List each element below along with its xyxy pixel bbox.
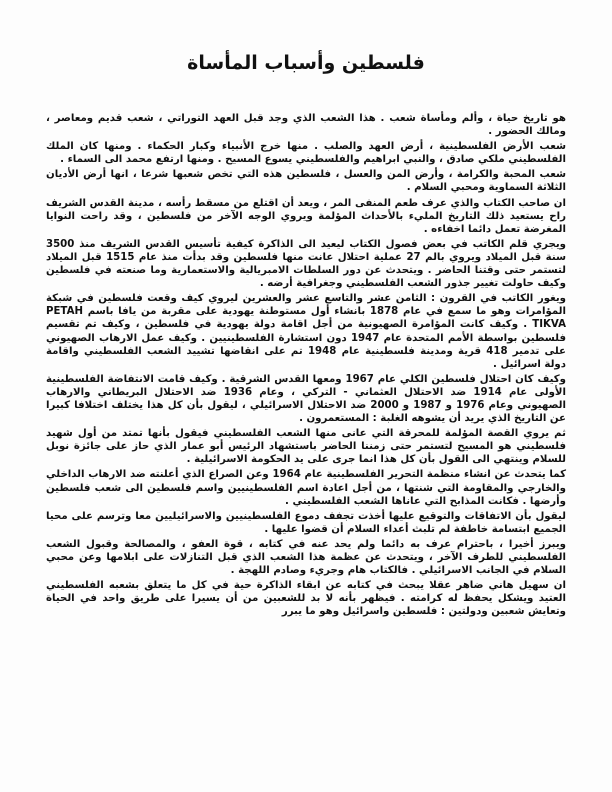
document-body xyxy=(46,112,566,620)
document-title: فلسطين وأسباب المأساة xyxy=(187,52,425,74)
paragraph-6: ويغور الكاتب في القرون : الثامن عشر والتاسع عشر والعشرين ليروي كيف وقعت فلسطين في شبكة المؤامرات وهو ما سمع في عام 1878 بانشاء أول مستوطنة يهودية على مقربة من يافا باسم PETAH TIKVA . وكيف كانت المؤامرة الصهيونية من أجل اقامة دولة يهودية في فلسطين ، وكيف تم تقسيم فلسطين بواسطة الأمم المتحدة عام 1947 دون استشارة الفلسطينيين . وكيف عمل الارهاب الصهيوني على تدمير 418 قرية ومدينة فلسطينية عام 1948 تم على انقاضها تشييد الشعب الفلسطيني واقامة دولة اسرائيل . xyxy=(46,293,567,370)
paragraph-8: ثم يروي القصة المؤلمة للمحرقة التي عانى منها الشعب الفلسطيني فيقول بأنها تمتد من أول شهيد فلسطيني هو المسيح لتستمر حتى زمننا الحاضر باستشهاد الرئيس أبو عمار الذي حاز على جائزة نوبل للسلام وينتهي الى القول بأن كل هذا انما جرى على يد الحكومة الاسرائيلية . xyxy=(46,428,566,466)
paragraph-11: ويبرز أخيرا ، باحترام عرف به دائما ولم يحد عنه في كتابه ، قوة العفو ، والمصالحة وقبول الشعب الفلسطيني للطرف الآخر ، ويتحدث عن عظمة هذا الشعب الذي قبل التنازلات على ابلامها وعن محبي السلام في الجانب الاسرائيلي . فالكتاب هام وجريء وصادم اللهجة . xyxy=(46,538,566,577)
paragraph-9: كما يتحدث عن انشاء منظمة التحرير الفلسطينية عام 1964 وعن الصراع الذي أعلنته ضد الارهاب الداخلي والخارجي والمقاومة التي شنتها ، من أجل اعادة اسم الفلسطينيين واسم فلسطين الى شعب فلسطين وأرضها . فكانت المذابح التي عاناها الشعب الفلسطيني . xyxy=(46,469,567,507)
paragraph-10: ليقول بأن الاتفاقات والتوقيع عليها أخذت تجفف دموع الفلسطينيين والاسرائيليين معا وترسم على محيا الجميع ابتسامة خاطفة لم تلبث أعداء السلام أن قضوا عليها . xyxy=(46,510,566,535)
paragraph-3: شعب المحبة والكرامة ، وأرض المن والعسل ، فلسطين هذه التي تخص شعبها شرعا ، انها أرض الأديان الثلاثة السماوية ومحبي السلام . xyxy=(46,169,566,194)
paragraph-5: ويجري قلم الكاتب في بعض فصول الكتاب ليعيد الى الذاكرة كيفية تأسيس القدس الشريف منذ 3500 سنة قبل الميلاد ويروي بالم 27 عملية احتلال عانت منها فلسطين وقد بدأت منذ عام 1515 قبل الميلاد لتستمر حتى وقتنا الحاضر . ويتحدث عن دور السلطات الامبريالية والاستعمارية وما صنعته في فلسطين وكيف حاولت تغيير جذور الشعب الفلسطيني وجغرافية أرضه . xyxy=(46,238,566,290)
paragraph-12: ان سهيل هاني ضاهر عقلا يبحث في كتابه عن ابقاء الذاكرة حية في كل ما يتعلق بشعبه الفلسطيني العتيد ويشكل يحفظ له كرامته . فيظهر بأنه لا بد للشعبين من أن يسيرا على طريق واحد في الحياة وتعايش شعبين ودولتين : فلسطين واسرائيل وهو ما يبرر xyxy=(46,580,566,618)
paragraph-7: وكيف كان احتلال فلسطين الكلي عام 1967 ومعها القدس الشرقية . وكيف قامت الانتفاضة الفلسطينية الأولى عام 1914 ضد الاحتلال العثماني - التركي ، وعام 1936 ضد الاحتلال البريطاني والارهاب الصهيوني وعام 1976 و 1987 و 2000 ضد الاحتلال الاسرائيلي ، ليقول بأن كل هذا يختلف اختلافا كبيرا عن التاريخ الذي يريد أن يشوهه الغلبة : المستعمرون . xyxy=(46,373,567,425)
paragraph-1: هو تاريخ حياة ، وألم ومأساة شعب . هذا الشعب الذي وجد قبل العهد التوراتي ، شعب قديم ومعاصر ، ومالك الحضور . xyxy=(46,113,566,138)
paragraph-4: ان صاحب الكتاب والذي عرف طعم المنفى المر ، ويعد أن اقتلع من مسقط رأسه ، مدينة القدس الشريف راح يستعيد ذلك التاريخ المليء بالأحداث المؤلمة ويروي الوجه الآخر من فلسطين ، وقد راحت النوايا المغرضة تعمل دائما اخفاءه . xyxy=(46,197,566,235)
paragraph-2: شعب الأرض الفلسطينية ، أرض العهد والصلب . منها خرج الأنبياء وكبار الحكماء . ومنها كان الملك الفلسطيني ملكي صادق ، والنبي ابراهيم والفلسطيني يسوع المسيح . ومنها ارتفع محمد الى السماء . xyxy=(46,141,566,166)
